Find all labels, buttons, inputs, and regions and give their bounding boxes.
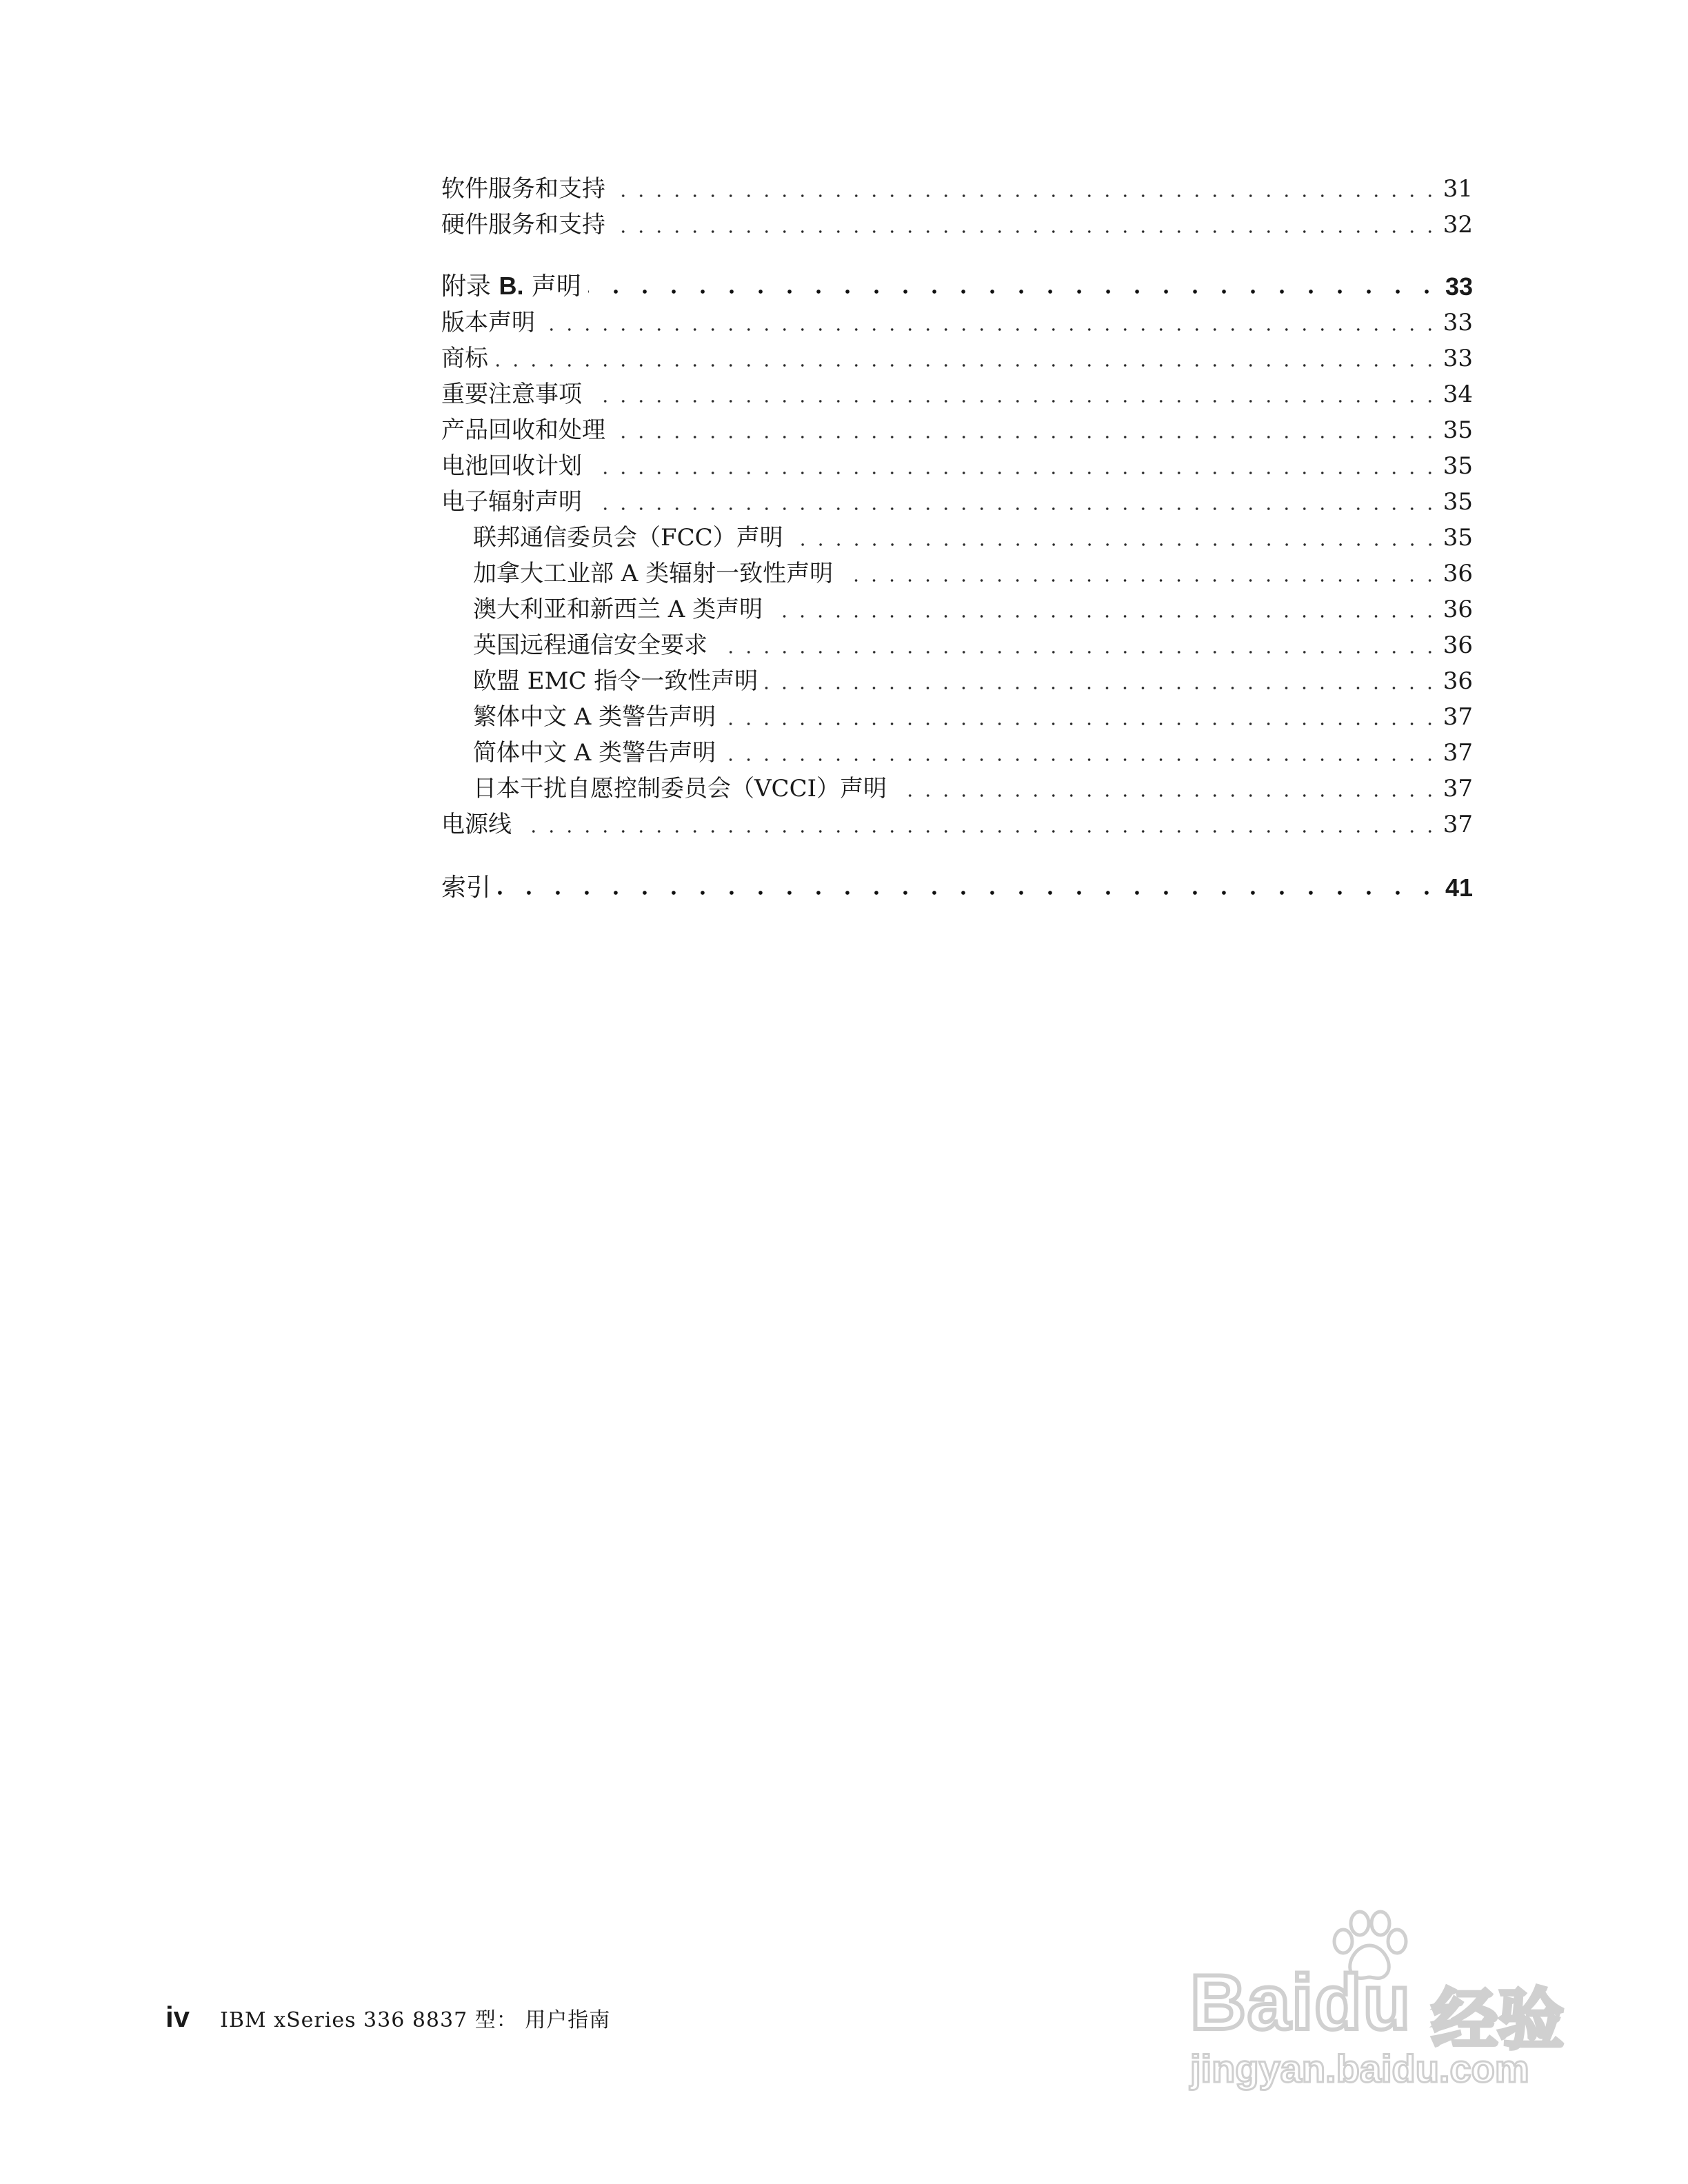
- dot-leader: [723, 758, 1439, 761]
- toc-subentry[interactable]: [441, 699, 1473, 735]
- toc-entry-label: 重要注意事项: [441, 381, 582, 408]
- toc-entry-page: 31: [1443, 175, 1473, 203]
- toc-subentry-page: 36: [1443, 596, 1473, 623]
- toc-subentry-label: 联邦通信委员会（FCC）声明: [473, 524, 783, 552]
- toc-entry-page: 34: [1443, 381, 1473, 408]
- dot-leader: [589, 472, 1439, 474]
- toc-subentry-page: 36: [1443, 631, 1473, 659]
- toc-entry-label: 版本声明: [441, 309, 535, 336]
- toc-chapter-page: 33: [1445, 272, 1473, 301]
- toc-subentry-page: 37: [1443, 739, 1473, 767]
- toc-subentry[interactable]: [441, 771, 1473, 807]
- dot-leader: [612, 436, 1439, 438]
- toc-chapter-label: 索引: [441, 873, 492, 902]
- toc-subentry[interactable]: [441, 592, 1473, 627]
- toc-subentry[interactable]: [441, 520, 1473, 556]
- toc-chapter-appendix-b[interactable]: [441, 269, 1473, 305]
- footer-book-title: IBM xSeries 336 8837 型： 用户指南: [220, 2008, 611, 2032]
- toc-entry[interactable]: [441, 171, 1473, 207]
- watermark-brand-cn: 经验: [1431, 1981, 1564, 2059]
- dot-leader: [519, 830, 1439, 833]
- toc-subentry[interactable]: [441, 735, 1473, 771]
- toc-entry[interactable]: [441, 305, 1473, 341]
- toc-subentry-label: 简体中文 A 类警告声明: [473, 739, 716, 767]
- toc-entry-label: 硬件服务和支持: [441, 211, 605, 239]
- toc-chapter-index[interactable]: [441, 870, 1473, 906]
- toc-chapter-page: 41: [1445, 873, 1473, 902]
- dot-leader: [589, 400, 1439, 403]
- toc-entry-label: 电池回收计划: [441, 452, 582, 480]
- toc-subentry[interactable]: [441, 556, 1473, 592]
- toc-entry-label: 电源线: [441, 811, 512, 838]
- toc-entry-label: 软件服务和支持: [441, 175, 605, 203]
- toc-subentry-label: 日本干扰自愿控制委员会（VCCI）声明: [473, 775, 887, 802]
- toc-subentry-page: 35: [1443, 524, 1473, 552]
- toc-subentry-label: 欧盟 EMC 指令一致性声明: [473, 667, 758, 695]
- toc-subentry-page: 36: [1443, 667, 1473, 695]
- baidu-jingyan-watermark: [1176, 1910, 1590, 2090]
- toc-subentry[interactable]: [441, 627, 1473, 663]
- dot-leader: [723, 722, 1439, 725]
- toc-entry[interactable]: [441, 412, 1473, 448]
- appendix-letter: B.: [499, 272, 524, 300]
- dot-leader: [495, 364, 1439, 367]
- dot-leader: [790, 543, 1439, 546]
- toc-subentry-page: 37: [1443, 775, 1473, 802]
- toc-subentry-label: 繁体中文 A 类警告声明: [473, 703, 716, 731]
- toc-entry-page: 35: [1443, 488, 1473, 516]
- toc-subentry-page: 36: [1443, 560, 1473, 587]
- dot-leader: [714, 651, 1439, 654]
- dot-leader: [589, 507, 1439, 510]
- toc-entry[interactable]: [441, 448, 1473, 484]
- dot-leader: [588, 290, 1441, 294]
- toc-entry[interactable]: [441, 807, 1473, 842]
- toc-entry-label: 电子辐射声明: [441, 488, 582, 516]
- toc-entry-page: 37: [1443, 811, 1473, 838]
- toc-entry[interactable]: [441, 341, 1473, 376]
- dot-leader: [894, 794, 1439, 797]
- toc-entry-page: 35: [1443, 416, 1473, 444]
- dot-leader: [542, 328, 1439, 331]
- toc-entry-page: 35: [1443, 452, 1473, 480]
- dot-leader: [840, 579, 1439, 582]
- toc-entry-page: 33: [1443, 345, 1473, 372]
- toc-subentry-label: 澳大利亚和新西兰 A 类声明: [473, 596, 763, 623]
- watermark-url: jingyan.baidu.com: [1190, 2047, 1529, 2090]
- toc-entry-page: 33: [1443, 309, 1473, 336]
- dot-leader: [765, 687, 1438, 689]
- dot-leader: [612, 194, 1439, 197]
- watermark-brand: Baidu: [1190, 1959, 1412, 2045]
- page-footer: [165, 2001, 610, 2034]
- toc-entry[interactable]: [441, 376, 1473, 412]
- toc-subentry-label: 英国远程通信安全要求: [473, 631, 707, 659]
- toc-entry[interactable]: [441, 207, 1473, 243]
- appendix-title: 声明: [523, 272, 581, 301]
- toc-subentry-page: 37: [1443, 703, 1473, 731]
- footer-page-number: iv: [165, 2001, 190, 2033]
- dot-leader: [498, 891, 1441, 895]
- toc-entry-label: 产品回收和处理: [441, 416, 605, 444]
- toc-chapter-label: [441, 268, 581, 305]
- dot-leader: [770, 615, 1439, 618]
- toc-entry-page: 32: [1443, 211, 1473, 239]
- toc-subentry-label: 加拿大工业部 A 类辐射一致性声明: [473, 560, 834, 587]
- dot-leader: [612, 230, 1439, 233]
- appendix-prefix: 附录: [441, 272, 499, 301]
- toc-entry-label: 商标: [441, 345, 488, 372]
- toc-subentry[interactable]: [441, 663, 1473, 699]
- toc-entry[interactable]: [441, 484, 1473, 520]
